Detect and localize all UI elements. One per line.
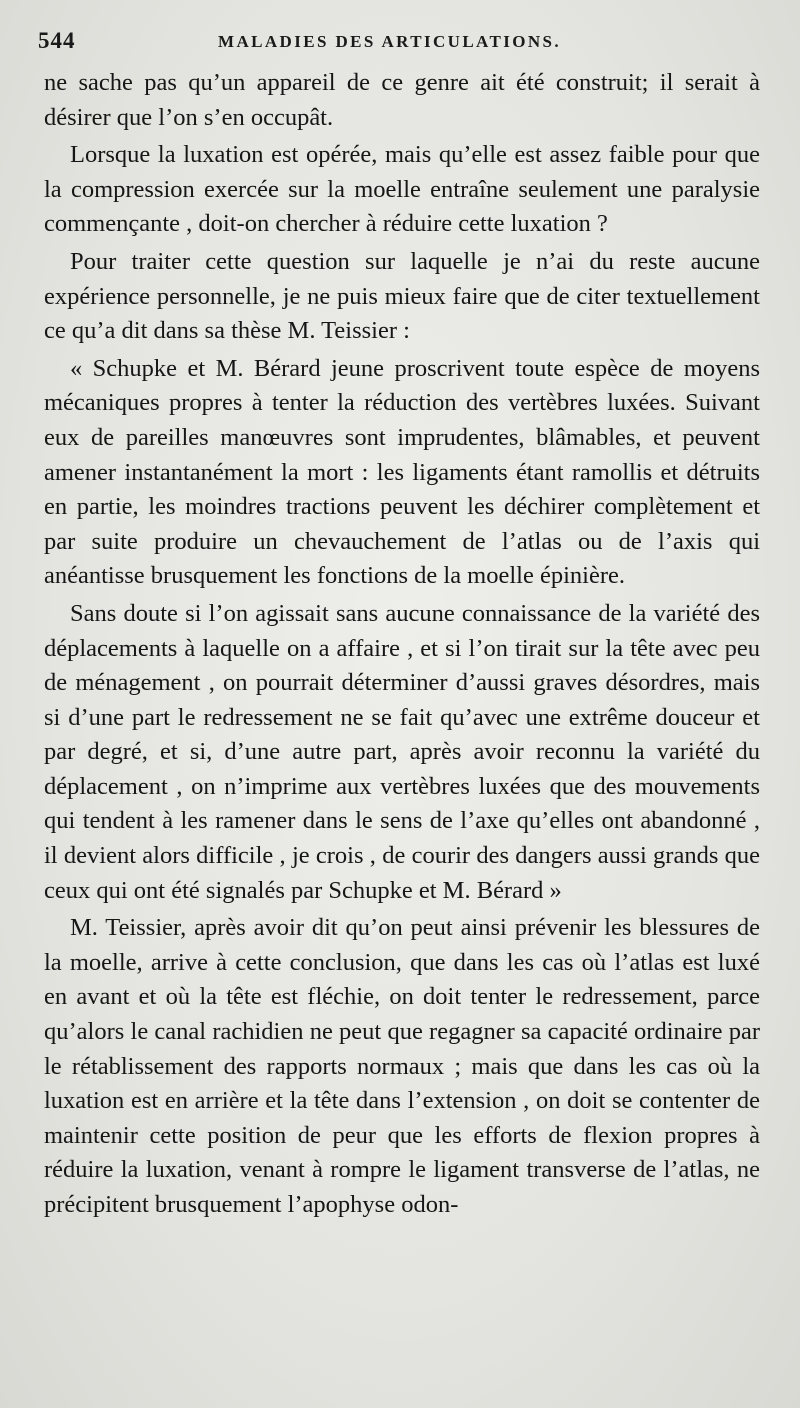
paragraph-quote-schupke: « Schupke et M. Bérard jeune proscrivent toute espèce de moyens mécaniques propres à tenter la réduction des vertèbres luxées. Suivant eux de pareilles manœuvres sont imprudentes, blâmables, et peuvent amener instantanément la mort : les ligaments étant ramollis et détruits en partie, les moindres tractions peuvent les déchirer complètement et par suite produire un chevauchement de l’atlas ou de l’axis qui anéantisse brusquement les fonctions de la moelle épinière. <box>44 354 760 590</box>
running-title: MALADIES DES ARTICULATIONS. <box>218 32 562 51</box>
paragraph-continuation: ne sache pas qu’un appareil de ce genre ait été construit; il serait à désirer que l’on s’en occupât. <box>44 69 760 131</box>
paragraph-luxation-question: Lorsque la luxation est opérée, mais qu’elle est assez faible pour que la compression exercée sur la moelle entraîne seulement une paralysie commençante , doit-on chercher à réduire cette luxation ? <box>44 141 760 238</box>
body-text <box>44 66 760 1223</box>
page-header <box>38 28 770 58</box>
paragraph-quote-continued: Sans doute si l’on agissait sans aucune connaissance de la variété des déplacements à laquelle on a affaire , et si l’on tirait sur la tête avec peu de ménagement , on pourrait déterminer d’aussi graves désordres, mais si d’une part le redressement ne se fait qu’avec une extrême douceur et par degré, et si, d’une autre part, après avoir reconnu la variété du déplacement , on n’imprime aux vertèbres luxées que des mouvements qui tendent à les ramener dans le sens de l’axe qu’elles ont abandonné , il devient alors difficile , je crois , de courir des dangers aussi grands que ceux qui ont été signalés par Schupke et M. Bérard » <box>44 599 760 904</box>
page-number: 544 <box>38 28 76 53</box>
paragraph-teissier-conclusion: M. Teissier, après avoir dit qu’on peut ainsi prévenir les blessures de la moelle, arrive à cette conclusion, que dans les cas où l’atlas est luxé en avant et où la tête est fléchie, on doit tenter le redressement, parce qu’alors le canal rachidien ne peut que regagner sa capacité ordinaire par le rétablissement des rapports normaux ; mais que dans les cas où la luxation est en arrière et la tête dans l’extension , on doit se contenter de maintenir cette position de peur que les efforts de flexion propres à réduire la luxation, venant à rompre le ligament transverse de l’atlas, ne précipitent brusquement l’apophyse odon- <box>44 914 760 1218</box>
paragraph-teissier-intro: Pour traiter cette question sur laquelle je n’ai du reste aucune expérience personnelle, je ne puis mieux faire que de citer textuellement ce qu’a dit dans sa thèse M. Teissier : <box>44 247 760 345</box>
